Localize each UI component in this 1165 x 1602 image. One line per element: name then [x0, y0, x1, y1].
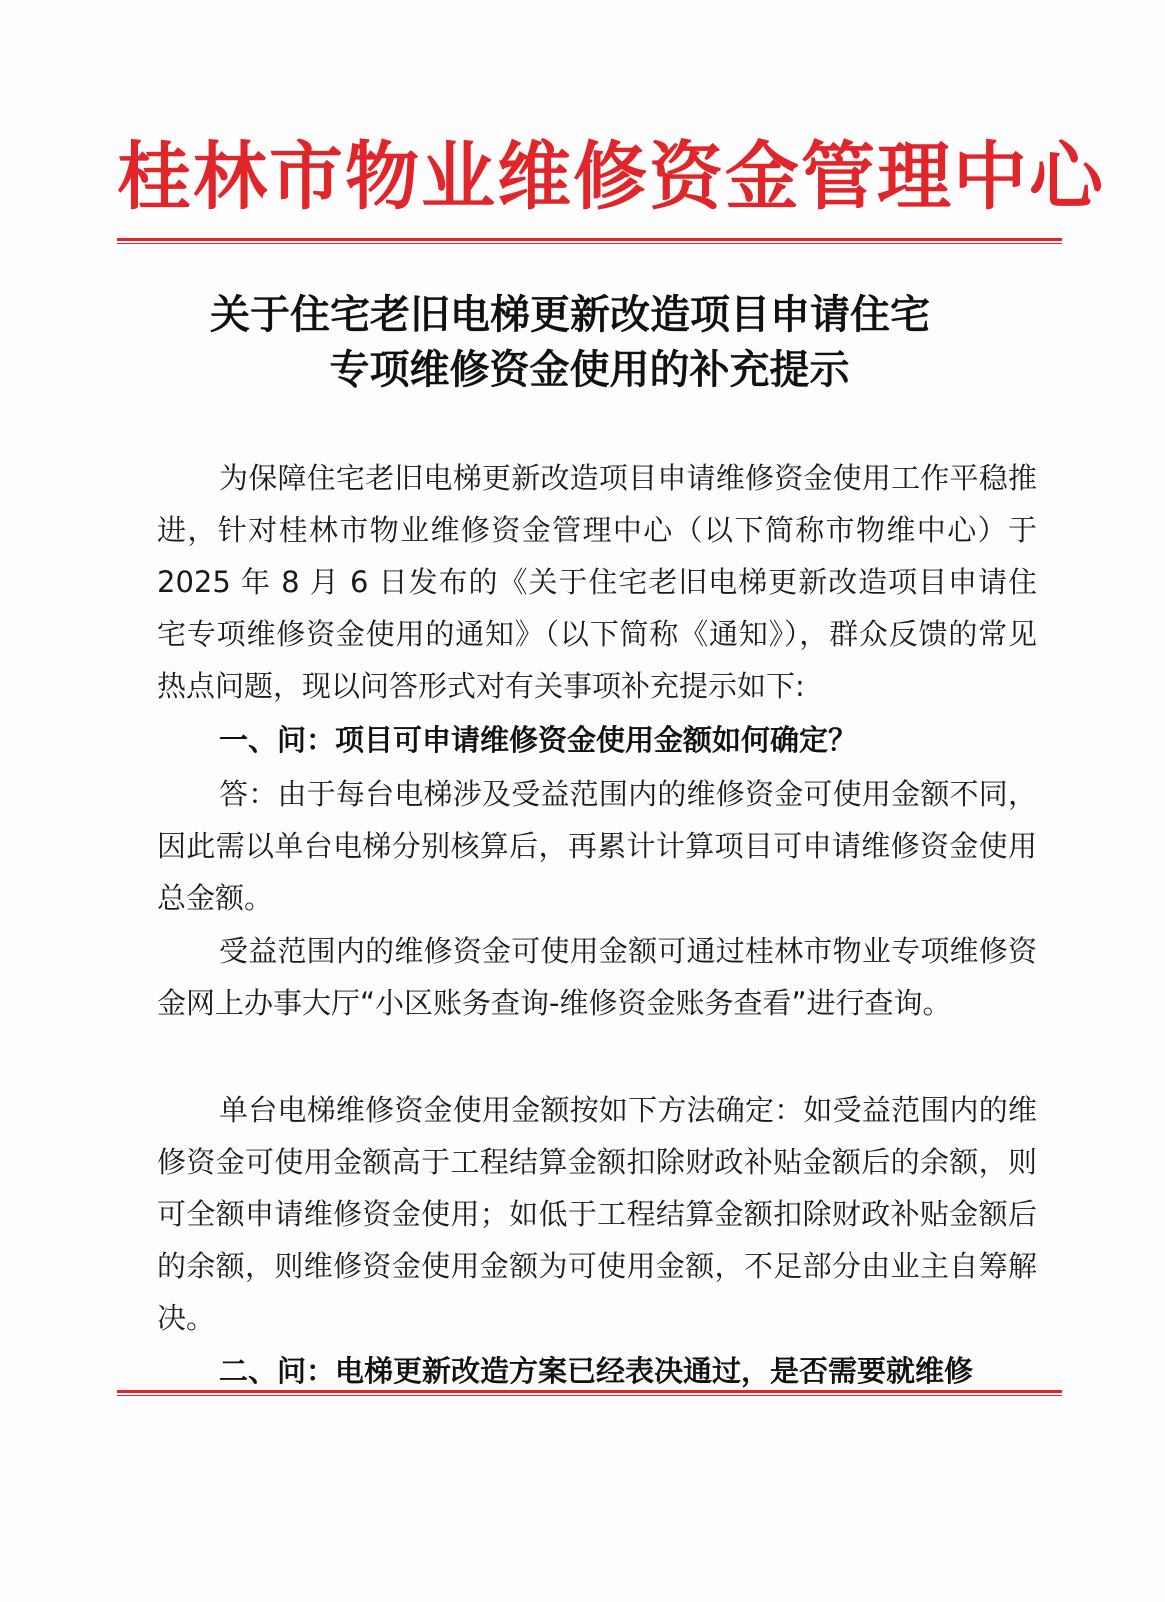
question-2: 二、问：电梯更新改造方案已经表决通过，是否需要就维修 — [219, 1354, 974, 1388]
header-red-rule — [117, 238, 1062, 245]
red-rule-thick-line — [117, 238, 1062, 241]
intro-paragraph: 为保障住宅老旧电梯更新改造项目申请维修资金使用工作平稳推进，针对桂林市物业维修资金管理中心（以下简称市物维中心）于 2025 年 8 月 6 日发布的《关于住宅老旧电梯更新改造项目申请住宅专项维修资金使用的通知》（以下简称《通知》），群众反馈的常见热点问题，现以问答形式对有关事项补充提示如下: — [157, 461, 1037, 703]
red-rule-thin-line — [117, 243, 1062, 244]
question-1: 一、问：项目可申请维修资金使用金额如何确定？ — [219, 723, 858, 757]
red-rule-thick-line — [117, 1390, 1062, 1393]
org-header-title: 桂林市物业维修资金管理中心 — [117, 134, 1105, 220]
query-method-paragraph: 受益范围内的维修资金可使用金额可通过桂林市物业专项维修资金网上办事大厅“小区账务查询-维修资金账务查看”进行查询。 — [157, 934, 1037, 1020]
answer-1-paragraph: 答：由于每台电梯涉及受益范围内的维修资金可使用金额不同，因此需以单台电梯分别核算后，再累计计算项目可申请维修资金使用总金额。 — [157, 777, 1037, 915]
amount-method-paragraph: 单台电梯维修资金使用金额按如下方法确定：如受益范围内的维修资金可使用金额高于工程结算金额扣除财政补贴金额后的余额，则可全额申请维修资金使用；如低于工程结算金额扣除财政补贴金额后的余额，则维修资金使用金额为可使用金额，不足部分由业主自筹解决。 — [157, 1093, 1037, 1335]
document-title-line-1: 关于住宅老旧电梯更新改造项目申请住宅 — [210, 291, 930, 338]
footer-red-rule — [117, 1390, 1062, 1397]
red-rule-thin-line — [117, 1395, 1062, 1396]
document-title-line-2: 专项维修资金使用的补充提示 — [329, 346, 850, 393]
